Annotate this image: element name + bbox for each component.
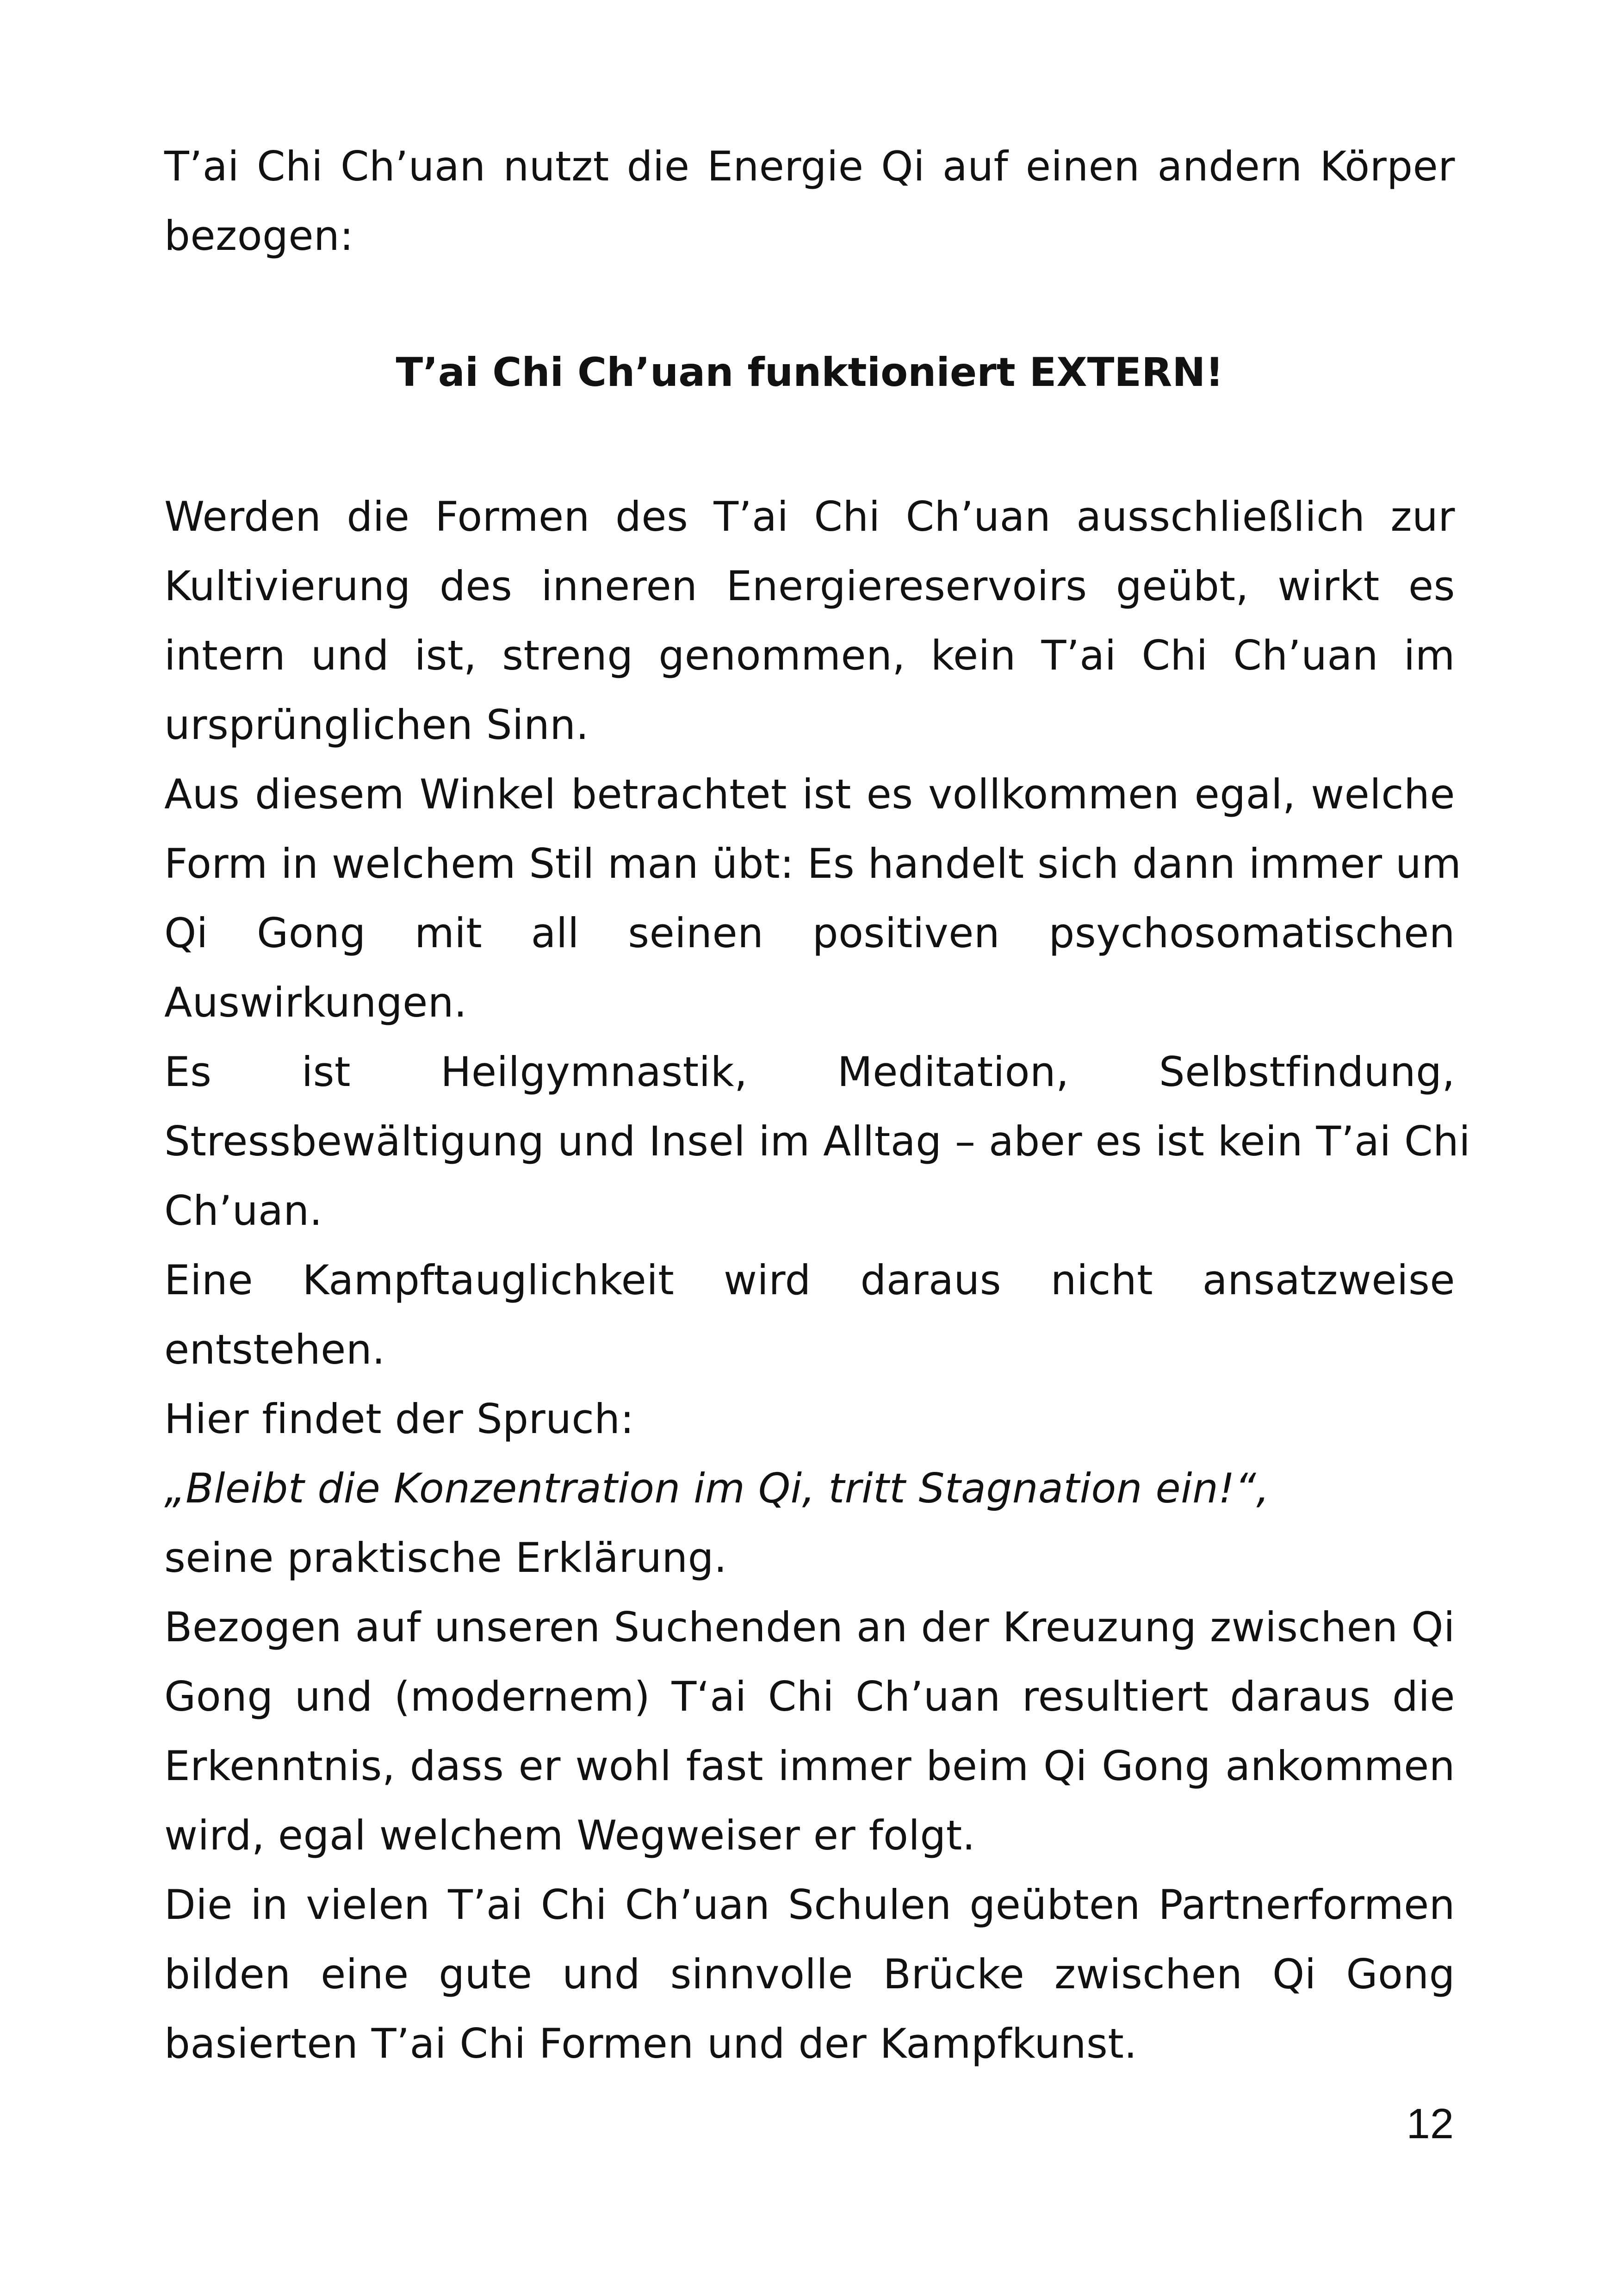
body-line-20: wird, egal welchem Wegweiser er folgt.: [164, 1812, 976, 1859]
body-line-8: Auswirkungen.: [164, 979, 467, 1026]
body-line-19: Erkenntnis, dass er wohl fast immer beim Qi Gong ankommen: [164, 1742, 1455, 1790]
body-line-10: Stressbewältigung und Insel im Alltag – aber es ist kein T’ai Chi: [164, 1117, 1471, 1165]
body-line-22: bilden eine gute und sinnvolle Brücke zwischen Qi Gong: [164, 1950, 1455, 1998]
body-line-21: Die in vielen T’ai Chi Ch’uan Schulen geübten Partnerformen: [164, 1881, 1455, 1929]
intro-line-1: T’ai Chi Ch’uan nutzt die Energie Qi auf einen andern Körper: [164, 143, 1455, 190]
section-heading: T’ai Chi Ch’uan funktioniert EXTERN!: [396, 349, 1224, 396]
body-line-1: Werden die Formen des T’ai Chi Ch’uan ausschließlich zur: [164, 493, 1455, 540]
page-number: 12: [1406, 2100, 1454, 2147]
body-line-7: Qi Gong mit all seinen positiven psychosomatischen: [164, 909, 1455, 957]
body-line-16: seine praktische Erklärung.: [164, 1534, 727, 1582]
body-line-17: Bezogen auf unseren Suchenden an der Kreuzung zwischen Qi: [164, 1603, 1455, 1651]
body-line-11: Ch’uan.: [164, 1187, 323, 1235]
body-line-18: Gong und (modernem) T‘ai Chi Ch’uan resultiert daraus die: [164, 1673, 1455, 1720]
body-line-3: intern und ist, streng genommen, kein T’ai Chi Ch’uan im: [164, 632, 1455, 679]
quote-line: „Bleibt die Konzentration im Qi, tritt Stagnation ein!“,: [164, 1464, 1270, 1512]
body-line-6: Form in welchem Stil man übt: Es handelt sich dann immer um: [164, 840, 1462, 887]
body-line-5: Aus diesem Winkel betrachtet ist es vollkommen egal, welche: [164, 770, 1455, 818]
intro-line-2: bezogen:: [164, 212, 354, 260]
body-line-13: entstehen.: [164, 1326, 385, 1373]
body-line-23: basierten T’ai Chi Formen und der Kampfkunst.: [164, 2020, 1137, 2067]
body-line-4: ursprünglichen Sinn.: [164, 701, 589, 749]
body-line-9: Es ist Heilgymnastik, Meditation, Selbstfindung,: [164, 1048, 1455, 1096]
body-line-14: Hier findet der Spruch:: [164, 1395, 634, 1443]
body-line-2: Kultivierung des inneren Energiereservoirs geübt, wirkt es: [164, 562, 1455, 610]
body-line-12: Eine Kampftauglichkeit wird daraus nicht ansatzweise: [164, 1256, 1455, 1304]
